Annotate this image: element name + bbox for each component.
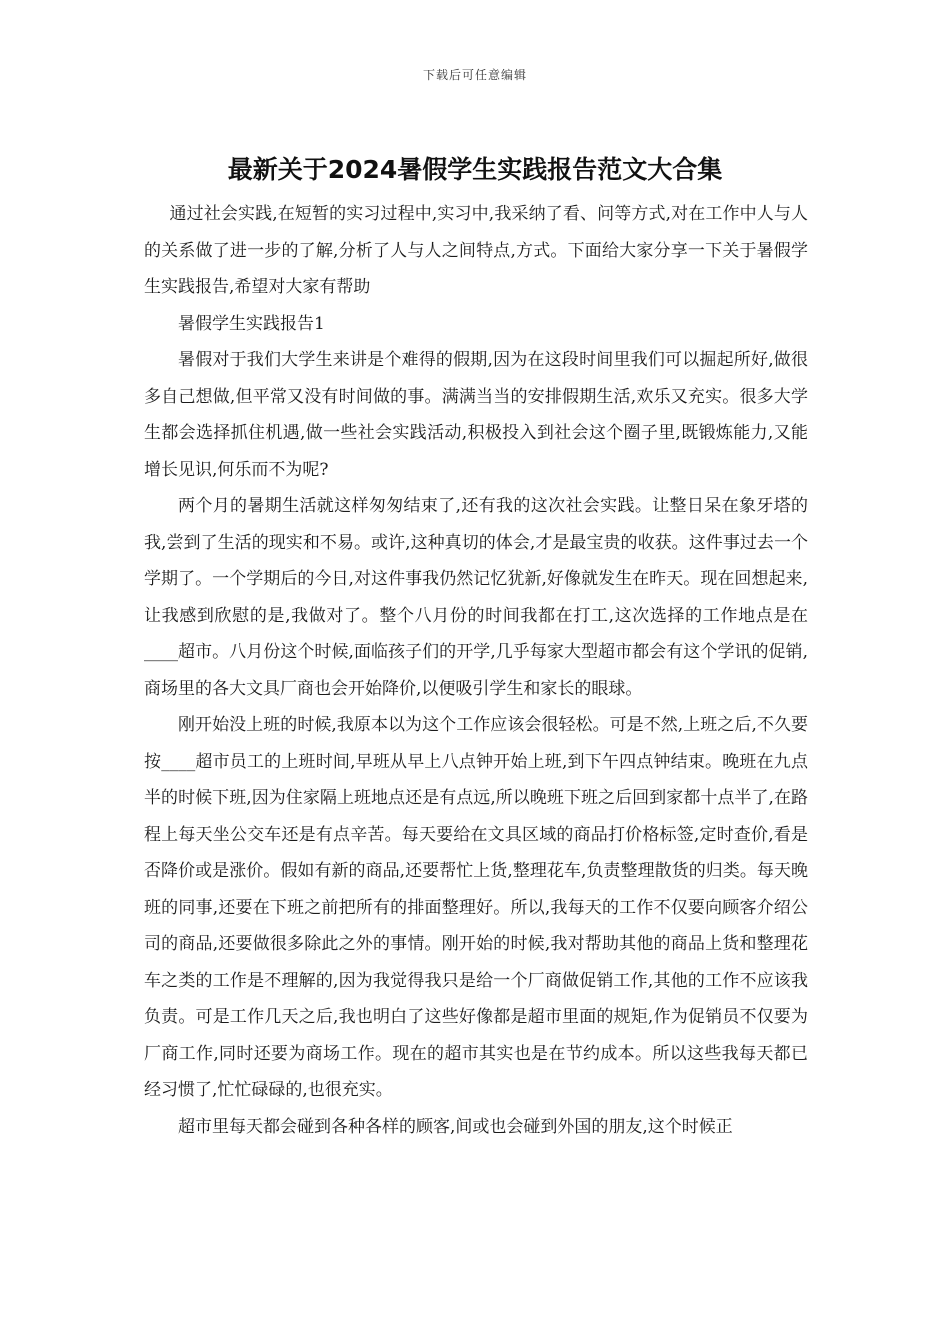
body-paragraph: 超市里每天都会碰到各种各样的顾客,间或也会碰到外国的朋友,这个时候正 bbox=[178, 1116, 733, 1137]
body-paragraph: 暑假对于我们大学生来讲是个难得的假期,因为在这段时间里我们可以掘起所好,做很多自己想做,但平常又没有时间做的事。满满当当的安排假期生活,欢乐又充实。很多大学生都会选择抓住机遇,做一些社会实践活动,积极投入到社会这个圈子里,既锻炼能力,又能增长见识,何乐而不为呢? bbox=[144, 350, 808, 480]
header-note: 下载后可任意编辑 bbox=[422, 68, 527, 82]
body-paragraph: 两个月的暑期生活就这样匆匆结束了,还有我的这次社会实践。让整日呆在象牙塔的我,尝到了生活的现实和不易。或许,这种真切的体会,才是最宝贵的收获。这件事过去一个学期了。一个学期后的今日,对这件事我仍然记忆犹新,好像就发生在昨天。现在回想起来,让我感到欣慰的是,我做对了。整个八月份的时间我都在打工,这次选择的工作地点是在____超市。八月份这个时候,面临孩子们的开学,几乎每家大型超市都会有这个学讯的促销,商场里的各大文具厂商也会开始降价,以便吸引学生和家长的眼球。 bbox=[144, 496, 808, 699]
section-heading: 暑假学生实践报告1 bbox=[178, 313, 325, 334]
body-paragraph: 刚开始没上班的时候,我原本以为这个工作应该会很轻松。可是不然,上班之后,不久要按____超市员工的上班时间,早班从早上八点钟开始上班,到下午四点钟结束。晚班在九点半的时候下班,因为住家隔上班地点还是有点远,所以晚班下班之后回到家都十点半了,在路程上每天坐公交车还是有点辛苦。每天要给在文具区域的商品打价格标签,定时查价,看是否降价或是涨价。假如有新的商品,还要帮忙上货,整理花车,负责整理散货的归类。每天晚班的同事,还要在下班之前把所有的排面整理好。所以,我每天的工作不仅要向顾客介绍公司的商品,还要做很多除此之外的事情。刚开始的时候,我对帮助其他的商品上货和整理花车之类的工作是不理解的,因为我觉得我只是给一个厂商做促销工作,其他的工作不应该我负责。可是工作几天之后,我也明白了这些好像都是超市里面的规矩,作为促销员不仅要为厂商工作,同时还要为商场工作。现在的超市其实也是在节约成本。所以这些我每天都已经习惯了,忙忙碌碌的,也很充实。 bbox=[144, 715, 808, 1100]
intro-paragraph: 通过社会实践,在短暂的实习过程中,实习中,我采纳了看、问等方式,对在工作中人与人的关系做了进一步的了解,分析了人与人之间特点,方式。下面给大家分享一下关于暑假学生实践报告,希望对大家有帮助 bbox=[144, 204, 808, 297]
document-body bbox=[144, 196, 808, 1145]
document-title: 最新关于2024暑假学生实践报告范文大合集 bbox=[227, 155, 723, 184]
